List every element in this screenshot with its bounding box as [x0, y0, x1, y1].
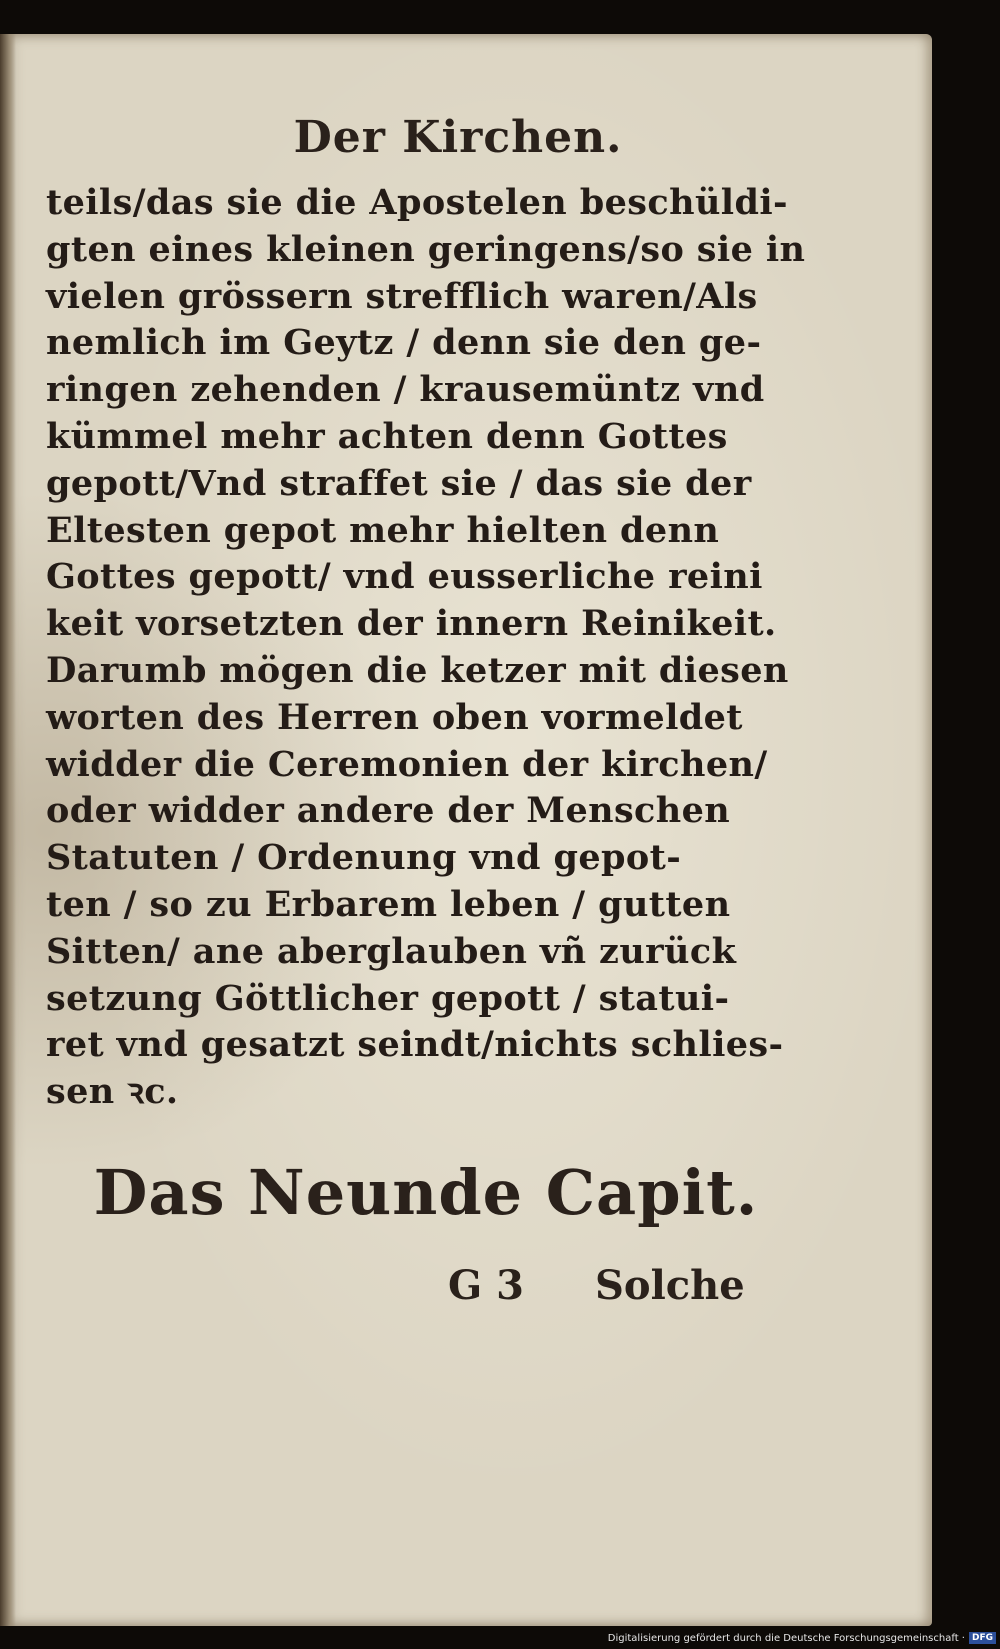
text-line: nemlich im Geytz / denn sie den ge-	[46, 322, 762, 364]
text-line: ringen zehenden / krausemüntz vnd	[46, 369, 765, 411]
text-line: gepott/Vnd straffet sie / das sie der	[46, 462, 752, 504]
dfg-credit-text: Digitalisierung gefördert durch die Deutsche Forschungsgemeinschaft ·	[607, 1632, 965, 1644]
text-line: ten / so zu Erbarem leben / gutten	[46, 883, 731, 925]
text-line: worten des Herren oben vormeldet	[46, 696, 743, 738]
text-line: Sitten/ ane aberglauben vñ zurück	[46, 930, 737, 972]
text-line: keit vorsetzten der innern Reinikeit.	[46, 603, 777, 645]
text-line: gten eines kleinen geringens/so sie in	[46, 228, 806, 270]
text-line: ret vnd gesatzt seindt/nichts schlies-	[46, 1024, 784, 1066]
text-line: teils/das sie die Apostelen beschüldi-	[46, 182, 788, 223]
chapter-heading: Das Neunde Capit.	[93, 1156, 759, 1229]
text-line: Darumb mögen die ketzer mit diesen	[46, 649, 789, 691]
text-line: Gottes gepott/ vnd eusserliche reini	[46, 556, 763, 598]
text-line: widder die Ceremonien der kirchen/	[46, 743, 768, 785]
dfg-logo: DFG	[969, 1632, 996, 1644]
catchword: Solche	[595, 1262, 745, 1309]
dfg-credit-bar	[608, 1631, 1000, 1645]
text-line: kümmel mehr achten denn Gottes	[46, 415, 728, 457]
page-footer	[440, 1262, 745, 1312]
signature-mark: G 3	[448, 1262, 524, 1309]
text-line: setzung Göttlicher gepott / statui-	[46, 977, 730, 1019]
text-line: Statuten / Ordenung vnd gepot-	[46, 837, 682, 879]
text-line: sen ꝛc.	[46, 1071, 179, 1113]
page-binding-edge	[0, 34, 16, 1626]
text-line: Eltesten gepot mehr hielten denn	[46, 509, 720, 551]
running-head: Der Kirchen.	[293, 112, 623, 163]
text-line: oder widder andere der Menschen	[46, 790, 731, 832]
body-text	[46, 180, 806, 1116]
text-line: vielen grössern strefflich waren/Als	[46, 275, 758, 317]
